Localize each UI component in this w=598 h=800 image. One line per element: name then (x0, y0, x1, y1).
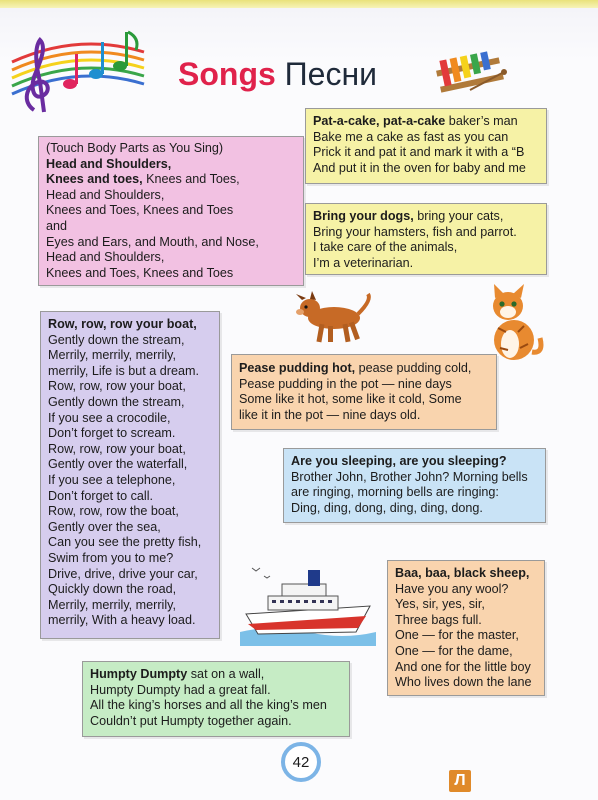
song-line (395, 675, 537, 691)
song-line (48, 489, 212, 505)
song-line (46, 250, 296, 266)
song-line (46, 266, 296, 282)
song-line-text: Drive, drive, drive your car, (48, 566, 198, 581)
song-line (313, 209, 539, 225)
song-line-text: And put it in the oven for baby and me (313, 160, 526, 175)
song-line-bold: Row, row, row your boat, (48, 317, 197, 331)
music-notes-icon (8, 22, 148, 114)
song-line (48, 598, 212, 614)
song-line-text: Yes, sir, yes, sir, (395, 597, 485, 612)
song-line (291, 501, 538, 517)
song-line-text: baker’s man (445, 114, 518, 128)
song-line-text: Gently over the waterfall, (48, 457, 188, 472)
song-line-bold: Knees and toes, (46, 172, 143, 187)
ship-icon (238, 562, 378, 648)
song-line-text: Eyes and Ears, and Mouth, and Nose, (46, 234, 259, 249)
song-line-bold: Pease pudding hot, (239, 361, 356, 375)
title-russian: Песни (284, 56, 378, 92)
song-line (90, 714, 342, 730)
song-head-and-shoulders (38, 136, 304, 286)
song-line-text: Quickly down the road, (48, 582, 177, 597)
song-line-text: One — for the dame, (395, 643, 513, 658)
song-line-text: I take care of the animals, (313, 240, 458, 255)
song-line-text: Who lives down the lane (395, 675, 532, 690)
song-line-text: sat on a wall, (187, 667, 265, 681)
song-line (48, 411, 212, 427)
song-line (90, 667, 342, 683)
song-line (46, 235, 296, 251)
song-line-text: Prick it and pat it and mark it with a “B (313, 145, 525, 160)
song-line (48, 317, 212, 333)
song-line-bold: Bring your dogs, (313, 209, 414, 223)
song-line-text: Merrily, merrily, merrily, (48, 597, 177, 612)
page-number (281, 742, 321, 782)
dog-icon (292, 290, 376, 346)
song-line-text: (Touch Body Parts as You Sing) (46, 141, 224, 155)
song-line-text: Merrily, merrily, merrily, (48, 348, 177, 363)
song-line (291, 485, 538, 501)
song-line-text: like it in the pot — nine days old. (239, 407, 421, 422)
song-line (291, 454, 538, 470)
song-line (48, 504, 212, 520)
song-line (48, 535, 212, 551)
song-line (90, 698, 342, 714)
page-number-label: 42 (292, 753, 310, 771)
song-line (395, 566, 537, 582)
song-line-bold: Pat-a-cake, pat-a-cake (313, 114, 446, 128)
song-line-bold: Baa, baa, black sheep, (395, 566, 530, 580)
song-line (48, 364, 212, 380)
song-line-text: Gently down the stream, (48, 394, 185, 409)
song-line (46, 219, 296, 235)
song-line-text: Humpty Dumpty had a great fall. (90, 682, 271, 697)
publisher-logo-letter: Л (454, 772, 466, 789)
song-line (48, 613, 212, 629)
song-line (395, 582, 537, 598)
song-line-text: Three bags full. (395, 612, 482, 627)
song-line (48, 582, 212, 598)
song-line-text: Ding, ding, dong, ding, ding, dong. (291, 500, 483, 515)
song-line (48, 457, 212, 473)
song-are-you-sleeping (283, 448, 546, 523)
song-line-bold: Are you sleeping, are you sleeping? (291, 454, 507, 468)
song-line-text: Gently down the stream, (48, 332, 185, 347)
song-line-text: Knees and Toes, Knees and Toes (46, 203, 234, 218)
song-line-text: Couldn’t put Humpty together again. (90, 713, 292, 728)
song-line (48, 520, 212, 536)
song-line-text: Knees and Toes, Knees and Toes (46, 265, 234, 280)
song-line (395, 628, 537, 644)
song-line-text: I’m a veterinarian. (313, 255, 414, 270)
song-line (48, 395, 212, 411)
song-humpty-dumpty (82, 661, 350, 737)
song-line (291, 470, 538, 486)
song-line-text: All the king’s horses and all the king’s men (90, 698, 327, 713)
song-line (395, 644, 537, 660)
song-line-text: Have you any wool? (395, 581, 509, 596)
song-line-text: Head and Shoulders, (46, 250, 165, 265)
song-line (395, 597, 537, 613)
song-line-text: bring your cats, (413, 209, 504, 223)
song-line (313, 240, 539, 256)
song-line (46, 141, 296, 157)
song-line-text: If you see a telephone, (48, 472, 176, 487)
song-pat-a-cake (305, 108, 547, 184)
top-strip (0, 0, 598, 8)
song-baa-baa-black-sheep (387, 560, 545, 696)
song-line-text: Can you see the pretty fish, (48, 535, 202, 550)
cat-icon (484, 282, 544, 364)
song-line (46, 203, 296, 219)
song-line (46, 188, 296, 204)
song-line-bold: Head and Shoulders, (46, 156, 172, 171)
song-line-text: Row, row, row the boat, (48, 504, 179, 519)
song-line (48, 567, 212, 583)
song-line (48, 379, 212, 395)
song-line (239, 377, 489, 393)
song-line (46, 172, 296, 188)
song-line (48, 442, 212, 458)
song-line-text: Bake me a cake as fast as you can (313, 129, 509, 144)
song-line-text: Brother John, Brother John? Morning bells (291, 469, 528, 484)
song-line-text: pease pudding cold, (355, 361, 472, 375)
song-line (313, 256, 539, 272)
page-title (178, 56, 377, 92)
song-line (313, 161, 539, 177)
song-line-text: and (46, 218, 68, 233)
xylophone-icon (430, 42, 510, 94)
song-line (395, 660, 537, 676)
song-line-text: If you see a crocodile, (48, 410, 171, 425)
song-line-text: merrily, Life is but a dream. (48, 363, 199, 378)
song-line (46, 157, 296, 173)
song-line-text: Knees and Toes, (142, 172, 240, 187)
song-line-text: Some like it hot, some like it cold, Some (239, 392, 462, 407)
song-line-text: Don’t forget to scream. (48, 426, 176, 441)
song-line-text: And one for the little boy (395, 659, 531, 674)
song-line (90, 683, 342, 699)
song-line-text: Bring your hamsters, fish and parrot. (313, 224, 517, 239)
song-line-text: are ringing, morning bells are ringing: (291, 485, 499, 500)
song-line (48, 348, 212, 364)
song-line (48, 426, 212, 442)
song-line (313, 225, 539, 241)
song-line-bold: Humpty Dumpty (90, 667, 188, 681)
song-line (313, 114, 539, 130)
song-line (239, 392, 489, 408)
song-line-text: merrily, With a heavy load. (48, 613, 196, 628)
song-line-text: One — for the master, (395, 628, 519, 643)
song-line (239, 408, 489, 424)
song-line-text: Swim from you to me? (48, 550, 174, 565)
song-line-text: Don’t forget to call. (48, 488, 153, 503)
song-line (313, 130, 539, 146)
song-line-text: Head and Shoulders, (46, 187, 165, 202)
song-line-text: Row, row, row your boat, (48, 441, 186, 456)
song-line-text: Pease pudding in the pot — nine days (239, 376, 452, 391)
song-line (48, 473, 212, 489)
song-bring-your-dogs (305, 203, 547, 275)
song-line (48, 551, 212, 567)
song-pease-pudding (231, 354, 497, 430)
song-line-text: Row, row, row your boat, (48, 379, 186, 394)
song-line (313, 145, 539, 161)
title-english: Songs (178, 56, 276, 92)
song-row-row-row-your-boat (40, 311, 220, 639)
song-line (395, 613, 537, 629)
publisher-logo (449, 770, 471, 792)
song-line (48, 333, 212, 349)
song-line (239, 361, 489, 377)
song-line-text: Gently over the sea, (48, 519, 161, 534)
